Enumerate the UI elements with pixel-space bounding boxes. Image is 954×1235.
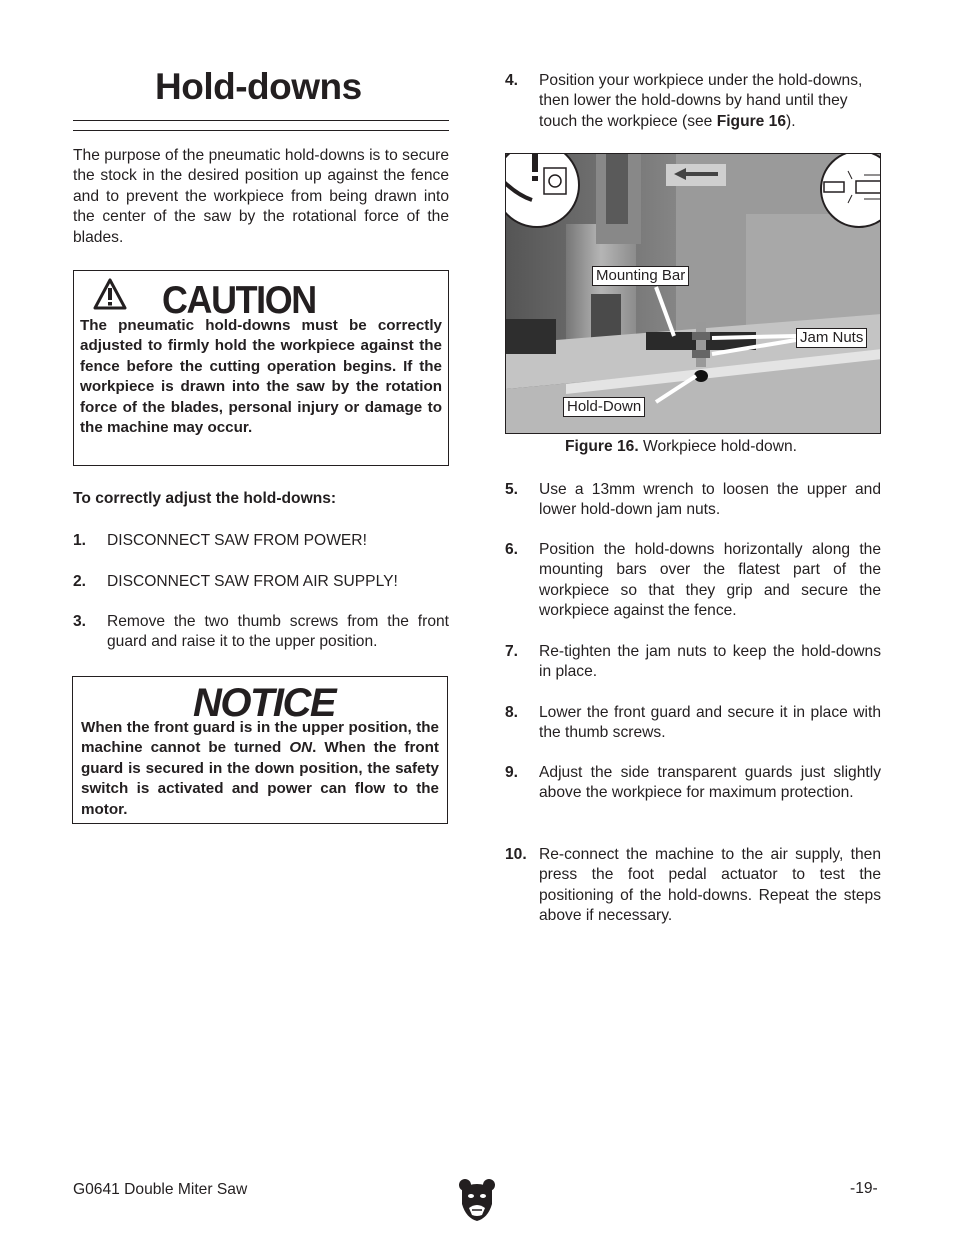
procedure-heading: To correctly adjust the hold-downs: xyxy=(73,490,337,507)
step-text: Lower the front guard and secure it in place with the thumb screws. xyxy=(539,704,881,742)
step-text: Remove the two thumb screws from the front guard and raise it to the upper position. xyxy=(107,613,449,651)
footer-model: G0641 Double Miter Saw xyxy=(73,1181,248,1198)
bear-logo-icon xyxy=(458,1178,496,1222)
notice-box xyxy=(72,676,448,824)
step-text: Re-connect the machine to the air supply, then press the foot pedal actuator to test the positioning of the hold-downs. Repeat the steps above if necessary. xyxy=(539,846,881,925)
callout-hold-down: Hold-Down xyxy=(563,397,645,417)
workpiece-hold-down-photo xyxy=(505,153,881,434)
step-number: 4. xyxy=(505,72,519,89)
step-text: Re-tighten the jam nuts to keep the hold-downs in place. xyxy=(539,643,881,681)
step-number: 6. xyxy=(505,541,519,558)
step-number: 9. xyxy=(505,764,519,781)
callout-mounting-bar: Mounting Bar xyxy=(592,266,689,286)
step-text: Use a 13mm wrench to loosen the upper and lower hold-down jam nuts. xyxy=(539,481,881,519)
title-rule-bottom xyxy=(73,130,449,131)
intro-paragraph: The purpose of the pneumatic hold-downs is to secure the stock in the desired position up against the fence and to prevent the workpiece from being drawn into the center of the saw by the rotational force of the blades. xyxy=(73,147,449,246)
step-text: Adjust the side transparent guards just slightly above the workpiece for maximum protection. xyxy=(539,764,881,802)
page-title: Hold-downs xyxy=(155,66,362,107)
figure-caption: Figure 16. Workpiece hold-down. xyxy=(565,438,798,455)
step-number: 5. xyxy=(505,481,519,498)
step-number: 1. xyxy=(73,532,87,549)
air-fitting-icon xyxy=(814,153,881,239)
callout-jam-nuts: Jam Nuts xyxy=(796,328,867,348)
caution-text: The pneumatic hold-downs must be correctly adjusted to firmly hold the workpiece against the fence before the cutting operation begins. If the workpiece is drawn into the saw by the rotation force of the blades, personal injury or damage to the machine may occur. xyxy=(80,317,442,437)
notice-heading: NOTICE xyxy=(193,681,336,725)
step-text: DISCONNECT SAW FROM POWER! xyxy=(107,532,367,549)
step-number: 8. xyxy=(505,704,519,721)
caution-box xyxy=(73,270,449,466)
notice-text: When the front guard is in the upper position, the machine cannot be turned ON. When the front guard is secured in the down position, the safety switch is activated and power can flow to the motor. xyxy=(81,719,439,818)
step-number: 10. xyxy=(505,846,527,863)
step-text: Position the hold-downs horizontally along the mounting bars over the flatest part of the workpiece so that they grip and secure the workpiece against the fence. xyxy=(539,541,881,620)
step-number: 2. xyxy=(73,573,87,590)
step-text: DISCONNECT SAW FROM AIR SUPPLY! xyxy=(107,573,398,590)
warning-triangle-icon xyxy=(93,278,127,310)
title-rule-top xyxy=(73,120,449,121)
page-number: -19- xyxy=(850,1180,878,1197)
step-text: Position your workpiece under the hold-downs, then lower the hold-downs by hand until they touch the workpiece (see Figure 16). xyxy=(539,72,863,130)
disconnect-air-icon xyxy=(505,153,582,230)
caution-heading: CAUTION xyxy=(162,279,316,322)
step-number: 3. xyxy=(73,613,87,630)
step-number: 7. xyxy=(505,643,519,660)
